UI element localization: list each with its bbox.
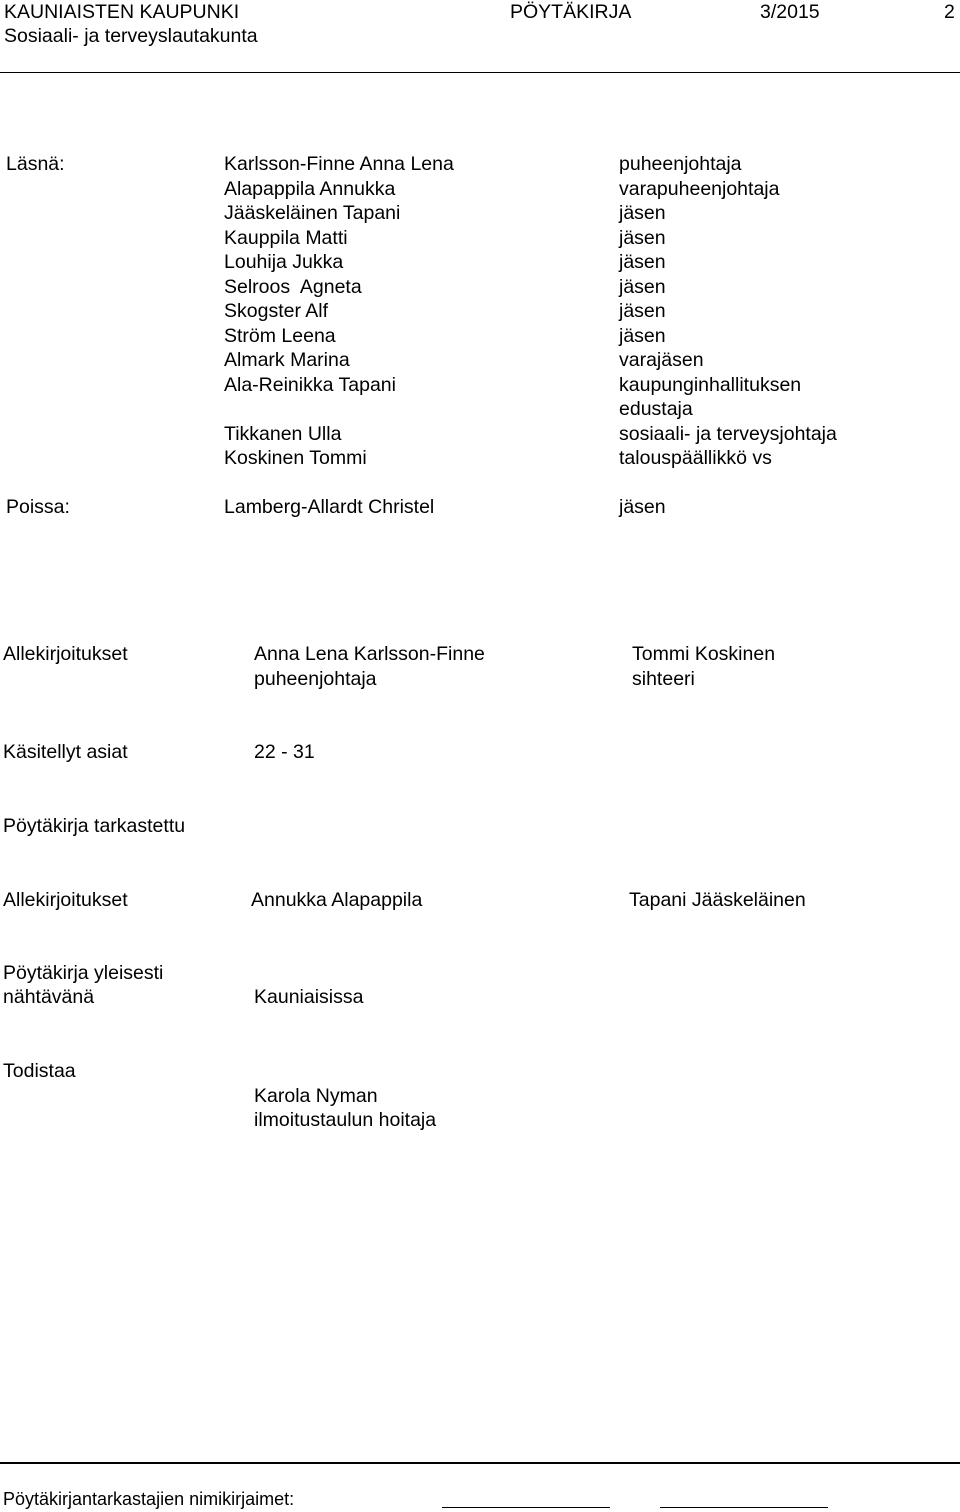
checker-signatures-label: Allekirjoitukset — [3, 889, 128, 911]
absent-name: Lamberg-Allardt Christel — [224, 496, 435, 518]
certification-label: Todistaa — [3, 1060, 76, 1082]
initials-label: Pöytäkirjantarkastajien nimikirjaimet: — [3, 1489, 295, 1509]
member-role: jäsen — [619, 324, 666, 347]
member-name: Almark Marina — [224, 349, 350, 371]
certifier-name: Karola Nyman — [254, 1085, 378, 1107]
member-name: Koskinen Tommi — [224, 447, 367, 469]
member-role: jäsen — [619, 226, 666, 249]
present-roles-column — [619, 152, 837, 471]
page-number: 2 — [944, 1, 955, 23]
member-role: varapuheenjohtaja — [619, 177, 780, 200]
items-handled-value: 22 - 31 — [254, 741, 315, 763]
member-name: Ala-Reinikka Tapani — [224, 373, 396, 396]
initials-line-1[interactable] — [442, 1507, 610, 1508]
member-role: kaupunginhallituksen — [619, 373, 802, 396]
member-name: Selroos Agneta — [224, 275, 362, 298]
secretary-title: sihteeri — [632, 668, 695, 690]
member-name: Jääskeläinen Tapani — [224, 202, 401, 224]
member-name: Skogster Alf — [224, 300, 329, 322]
secretary-name: Tommi Koskinen — [632, 643, 776, 665]
minutes-checked-label: Pöytäkirja tarkastettu — [3, 815, 186, 837]
member-role: sosiaali- ja terveysjohtaja — [619, 422, 837, 445]
initials-line-2[interactable] — [660, 1507, 828, 1508]
present-names-column — [224, 152, 454, 471]
public-display-label-line1: Pöytäkirja yleisesti — [3, 962, 164, 984]
member-role: jäsen — [619, 300, 666, 322]
member-name: Karlsson-Finne Anna Lena — [224, 153, 454, 175]
member-name: Ström Leena — [224, 324, 336, 347]
member-role: varajäsen — [619, 349, 704, 371]
member-role: talouspäällikkö vs — [619, 447, 772, 469]
member-name: Alapappila Annukka — [224, 177, 396, 200]
public-display-label-line2: nähtävänä — [3, 986, 95, 1008]
member-name — [224, 397, 454, 422]
public-display-value: Kauniaisissa — [254, 986, 364, 1008]
member-name: Tikkanen Ulla — [224, 422, 342, 445]
absent-role: jäsen — [619, 496, 666, 518]
header-divider — [0, 72, 960, 73]
checker-1-name: Annukka Alapappila — [251, 889, 423, 911]
member-role: jäsen — [619, 202, 666, 224]
committee-name: Sosiaali- ja terveyslautakunta — [4, 25, 258, 47]
doc-number: 3/2015 — [760, 1, 820, 23]
member-name: Louhija Jukka — [224, 251, 344, 273]
certifier-title: ilmoitustaulun hoitaja — [254, 1109, 437, 1131]
absent-label: Poissa: — [6, 496, 70, 518]
chair-title: puheenjohtaja — [254, 668, 377, 690]
present-label: Läsnä: — [6, 153, 65, 175]
member-role: jäsen — [619, 251, 666, 273]
doc-type: PÖYTÄKIRJA — [510, 1, 632, 23]
member-name: Kauppila Matti — [224, 226, 348, 249]
checker-2-name: Tapani Jääskeläinen — [629, 889, 806, 911]
chair-name: Anna Lena Karlsson-Finne — [254, 643, 485, 665]
footer-divider — [0, 1462, 960, 1464]
items-handled-label: Käsitellyt asiat — [3, 741, 128, 763]
member-role: edustaja — [619, 398, 693, 420]
member-role: jäsen — [619, 275, 666, 298]
signatures-label: Allekirjoitukset — [3, 643, 128, 665]
member-role: puheenjohtaja — [619, 153, 742, 175]
org-name: KAUNIAISTEN KAUPUNKI — [4, 1, 240, 23]
